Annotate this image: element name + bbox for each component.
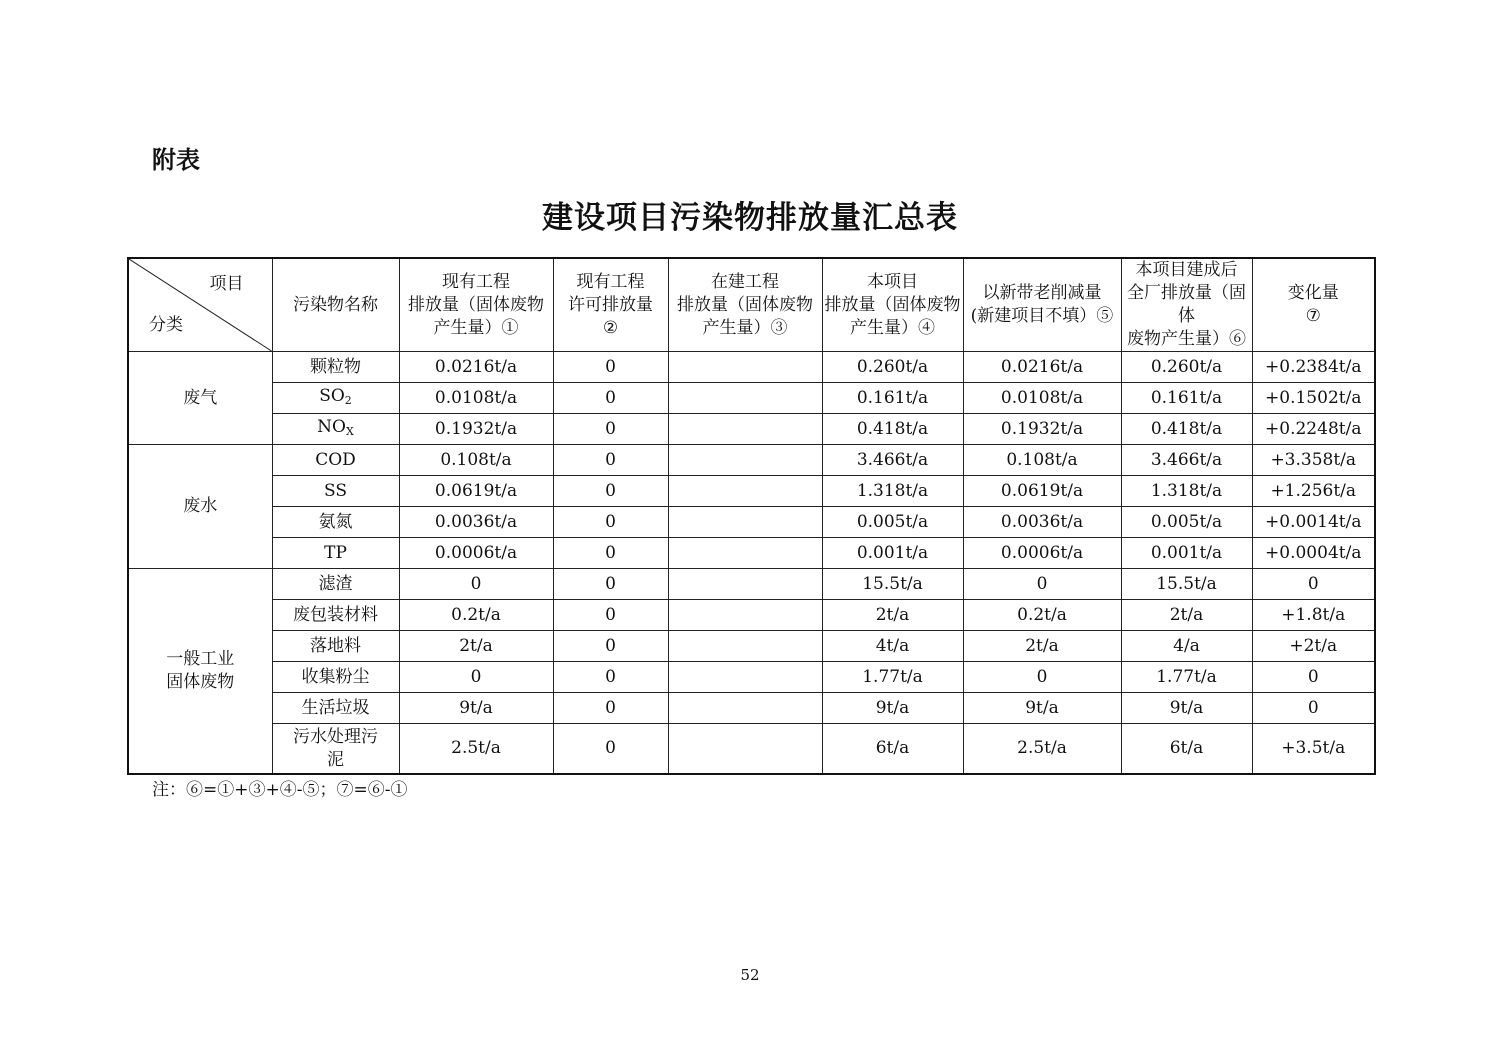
pollutant-name-cell — [272, 445, 399, 476]
pollutant-name: 生活垃圾 — [301, 697, 370, 718]
value-cell-v3 — [668, 600, 822, 631]
header-line: 变化量 — [1287, 283, 1339, 303]
value-cell-v6: 0.001t/a — [1121, 538, 1252, 569]
value-cell-v5: 0.2t/a — [963, 600, 1121, 631]
header-existing-permit — [553, 258, 668, 352]
header-line: 本项目 — [867, 271, 918, 292]
value-cell-v6: 1.77t/a — [1121, 662, 1252, 693]
value-cell-v5: 0.0216t/a — [963, 352, 1121, 383]
pollutant-name-cell — [272, 414, 399, 445]
header-corner-cell — [128, 258, 272, 352]
table-row — [128, 383, 1375, 414]
value-cell-v3 — [668, 569, 822, 600]
header-reduction — [963, 258, 1121, 352]
value-cell-v4: 1.77t/a — [822, 662, 963, 693]
value-cell-v1: 0.2t/a — [399, 600, 553, 631]
header-row — [128, 258, 1375, 352]
header-line: 在建工程 — [711, 271, 779, 292]
category-label: 废气 — [183, 387, 218, 408]
value-cell-v2: 0 — [553, 507, 668, 538]
header-line: 现有工程 — [576, 271, 645, 292]
value-cell-v7: +0.0004t/a — [1252, 538, 1375, 569]
value-cell-v2: 0 — [553, 383, 668, 414]
value-cell-v4: 3.466t/a — [822, 445, 963, 476]
value-cell-v3 — [668, 724, 822, 775]
header-line: 全厂排放量（固体 — [1127, 283, 1246, 326]
value-cell-v3 — [668, 383, 822, 414]
value-cell-v7: +0.1502t/a — [1252, 383, 1375, 414]
header-under-construction — [668, 258, 822, 352]
category-label: 一般工业 — [166, 649, 235, 669]
value-cell-v1: 0.0108t/a — [399, 383, 553, 414]
pollutant-name-cell — [272, 352, 399, 383]
value-cell-v4: 2t/a — [822, 600, 963, 631]
value-cell-v7: 0 — [1252, 662, 1375, 693]
header-line: 以新带老削减量 — [982, 283, 1102, 303]
header-line: 许可排放量 — [568, 294, 653, 315]
header-line: 产生量）① — [433, 317, 519, 338]
pollutant-name: 废包装材料 — [293, 604, 378, 625]
value-cell-v2: 0 — [553, 476, 668, 507]
category-cell — [128, 445, 272, 569]
value-cell-v7: 0 — [1252, 693, 1375, 724]
value-cell-v5: 0.0108t/a — [963, 383, 1121, 414]
pollutant-name: SO — [319, 385, 345, 406]
value-cell-v7: +1.8t/a — [1252, 600, 1375, 631]
header-line: 本项目建成后 — [1135, 260, 1238, 280]
header-line: 排放量（固体废物 — [408, 294, 544, 315]
value-cell-v5: 9t/a — [963, 693, 1121, 724]
header-line: ⑦ — [1305, 306, 1321, 326]
value-cell-v3 — [668, 693, 822, 724]
value-cell-v3 — [668, 507, 822, 538]
pollutant-subscript: 2 — [344, 393, 352, 407]
value-cell-v2: 0 — [553, 693, 668, 724]
value-cell-v5: 2.5t/a — [963, 724, 1121, 775]
header-line: 现有工程 — [442, 271, 510, 292]
value-cell-v1: 0.0216t/a — [399, 352, 553, 383]
header-line: 产生量）③ — [702, 317, 788, 338]
pollutant-name-line: 污水处理污 — [293, 726, 378, 747]
value-cell-v7: +0.0014t/a — [1252, 507, 1375, 538]
value-cell-v7: 0 — [1252, 569, 1375, 600]
value-cell-v1: 0.108t/a — [399, 445, 553, 476]
document-title: 建设项目污染物排放量汇总表 — [542, 200, 958, 236]
table-row — [128, 414, 1375, 445]
value-cell-v2: 0 — [553, 631, 668, 662]
header-line: 产生量）④ — [850, 317, 935, 338]
table-row — [128, 569, 1375, 600]
value-cell-v3 — [668, 662, 822, 693]
emission-summary-table — [127, 257, 1376, 775]
pollutant-name-cell — [272, 662, 399, 693]
value-cell-v1: 0 — [399, 569, 553, 600]
value-cell-v6: 0.005t/a — [1121, 507, 1252, 538]
value-cell-v3 — [668, 445, 822, 476]
value-cell-v4: 6t/a — [822, 724, 963, 775]
value-cell-v4: 0.161t/a — [822, 383, 963, 414]
value-cell-v3 — [668, 631, 822, 662]
value-cell-v2: 0 — [553, 600, 668, 631]
corner-category-label: 分类 — [149, 315, 183, 335]
value-cell-v2: 0 — [553, 724, 668, 775]
value-cell-v6: 2t/a — [1121, 600, 1252, 631]
header-this-project — [822, 258, 963, 352]
pollutant-name: 滤渣 — [318, 573, 353, 594]
category-label: 固体废物 — [166, 672, 235, 692]
value-cell-v7: +0.2384t/a — [1252, 352, 1375, 383]
value-cell-v4: 0.418t/a — [822, 414, 963, 445]
value-cell-v4: 1.318t/a — [822, 476, 963, 507]
pollutant-name: SS — [324, 480, 347, 501]
category-cell — [128, 352, 272, 445]
value-cell-v1: 0.1932t/a — [399, 414, 553, 445]
page-number: 52 — [740, 966, 760, 984]
table-row — [128, 662, 1375, 693]
value-cell-v6: 0.161t/a — [1121, 383, 1252, 414]
value-cell-v1: 0.0619t/a — [399, 476, 553, 507]
value-cell-v3 — [668, 352, 822, 383]
pollutant-name-cell — [272, 693, 399, 724]
table-row — [128, 693, 1375, 724]
table-row — [128, 724, 1375, 775]
footnote: 注：⑥=①+③+④-⑤；⑦=⑥-① — [152, 780, 408, 800]
appendix-label: 附表 — [152, 146, 200, 174]
header-line: (新建项目不填）⑤ — [970, 306, 1114, 326]
value-cell-v2: 0 — [553, 414, 668, 445]
pollutant-name-cell — [272, 538, 399, 569]
value-cell-v6: 0.260t/a — [1121, 352, 1252, 383]
pollutant-name: COD — [315, 449, 356, 470]
header-line: 排放量（固体废物 — [824, 294, 961, 315]
header-existing-emission — [399, 258, 553, 352]
diagonal-divider — [129, 259, 272, 351]
pollutant-name: 收集粉尘 — [301, 666, 370, 687]
value-cell-v2: 0 — [553, 538, 668, 569]
value-cell-v5: 0 — [963, 662, 1121, 693]
value-cell-v2: 0 — [553, 662, 668, 693]
header-line: 排放量（固体废物 — [677, 294, 813, 315]
category-cell — [128, 569, 272, 775]
value-cell-v6: 1.318t/a — [1121, 476, 1252, 507]
value-cell-v2: 0 — [553, 445, 668, 476]
table-row — [128, 631, 1375, 662]
value-cell-v7: +3.5t/a — [1252, 724, 1375, 775]
table-row — [128, 507, 1375, 538]
value-cell-v6: 0.418t/a — [1121, 414, 1252, 445]
value-cell-v1: 0.0006t/a — [399, 538, 553, 569]
pollutant-name: TP — [324, 542, 347, 563]
value-cell-v4: 4t/a — [822, 631, 963, 662]
value-cell-v6: 15.5t/a — [1121, 569, 1252, 600]
table-row — [128, 600, 1375, 631]
value-cell-v5: 0.1932t/a — [963, 414, 1121, 445]
value-cell-v1: 0 — [399, 662, 553, 693]
pollutant-name-line: 泥 — [327, 749, 344, 770]
value-cell-v1: 9t/a — [399, 693, 553, 724]
pollutant-name: 颗粒物 — [310, 356, 361, 377]
value-cell-v6: 3.466t/a — [1121, 445, 1252, 476]
value-cell-v3 — [668, 538, 822, 569]
value-cell-v7: +3.358t/a — [1252, 445, 1375, 476]
value-cell-v6: 9t/a — [1121, 693, 1252, 724]
value-cell-v4: 9t/a — [822, 693, 963, 724]
pollutant-name-cell — [272, 383, 399, 414]
value-cell-v1: 2.5t/a — [399, 724, 553, 775]
value-cell-v7: +2t/a — [1252, 631, 1375, 662]
value-cell-v4: 0.005t/a — [822, 507, 963, 538]
corner-item-label: 项目 — [209, 274, 244, 294]
value-cell-v5: 0.0006t/a — [963, 538, 1121, 569]
value-cell-v7: +1.256t/a — [1252, 476, 1375, 507]
pollutant-name-cell — [272, 724, 399, 775]
header-pollutant-name: 污染物名称 — [272, 258, 399, 352]
table-row — [128, 445, 1375, 476]
pollutant-name-cell — [272, 600, 399, 631]
value-cell-v6: 6t/a — [1121, 724, 1252, 775]
pollutant-name: NO — [317, 416, 346, 437]
category-label: 废水 — [183, 496, 218, 516]
header-line: 废物产生量）⑥ — [1127, 329, 1246, 349]
value-cell-v6: 4/a — [1121, 631, 1252, 662]
header-line: ② — [602, 317, 619, 338]
pollutant-name-cell — [272, 569, 399, 600]
value-cell-v4: 0.001t/a — [822, 538, 963, 569]
pollutant-name-cell — [272, 631, 399, 662]
pollutant-subscript: X — [345, 424, 354, 438]
value-cell-v4: 15.5t/a — [822, 569, 963, 600]
pollutant-name: 氨氮 — [318, 511, 353, 532]
value-cell-v5: 2t/a — [963, 631, 1121, 662]
value-cell-v5: 0 — [963, 569, 1121, 600]
value-cell-v4: 0.260t/a — [822, 352, 963, 383]
value-cell-v5: 0.0036t/a — [963, 507, 1121, 538]
pollutant-name: 落地料 — [310, 635, 361, 656]
header-change — [1252, 258, 1375, 352]
value-cell-v1: 2t/a — [399, 631, 553, 662]
value-cell-v2: 0 — [553, 569, 668, 600]
value-cell-v5: 0.0619t/a — [963, 476, 1121, 507]
value-cell-v5: 0.108t/a — [963, 445, 1121, 476]
value-cell-v1: 0.0036t/a — [399, 507, 553, 538]
table-row — [128, 538, 1375, 569]
header-plant-total — [1121, 258, 1252, 352]
pollutant-name-cell — [272, 476, 399, 507]
pollutant-name-cell — [272, 507, 399, 538]
value-cell-v3 — [668, 414, 822, 445]
value-cell-v3 — [668, 476, 822, 507]
value-cell-v2: 0 — [553, 352, 668, 383]
value-cell-v7: +0.2248t/a — [1252, 414, 1375, 445]
table-row — [128, 476, 1375, 507]
table-row — [128, 352, 1375, 383]
